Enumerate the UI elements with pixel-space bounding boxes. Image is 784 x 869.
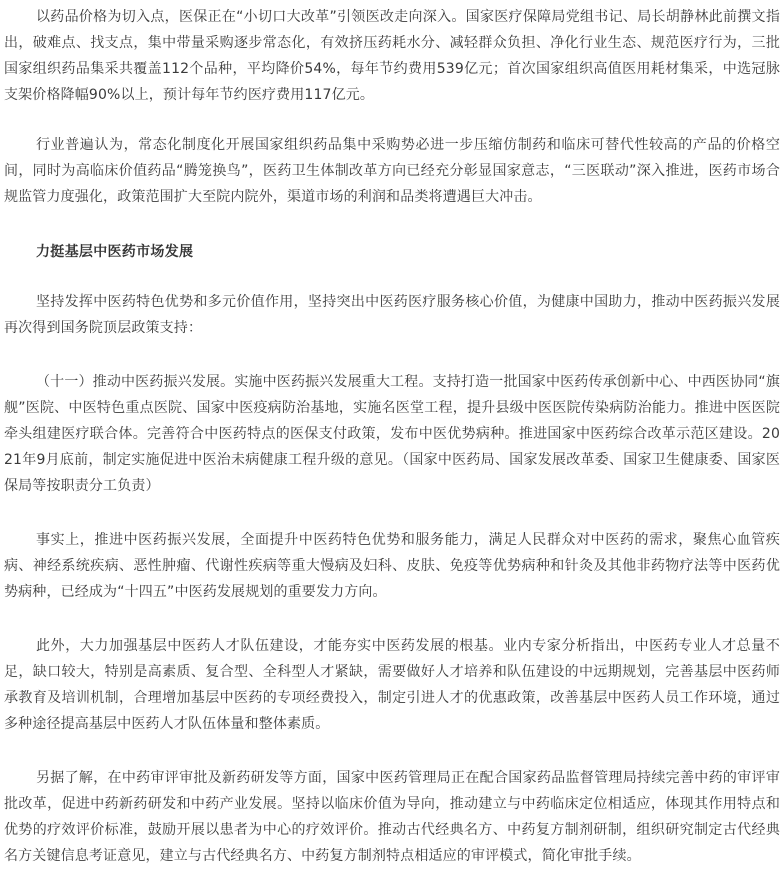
paragraph-tcm-talent: 此外，大力加强基层中医药人才队伍建设，才能夯实中医药发展的根基。业内专家分析指出，中医药专业人才总量不足，缺口较大，特别是高素质、复合型、全科型人才紧缺，需要做好人才培养和队伍建设的中远期规划，完善基层中医药师承教育及培训机制，合理增加基层中医药的专项经费投入，制定引进人才的优惠政策，改善基层中医药人员工作环境，通过多种途径提高基层中医药人才队伍体量和整体素质。 bbox=[4, 638, 780, 732]
paragraph-industry-view: 行业普遍认为，常态化制度化开展国家组织药品集中采购势必进一步压缩仿制药和临床可替代性较高的产品的价格空间，同时为高临床价值药品“腾笼换鸟”，医药卫生体制改革方向已经充分彰显国家意志，“三医联动”深入推进，医药市场合规监管力度强化，政策范围扩大至院内院外，渠道市场的利润和品类将遭遇巨大冲击。 bbox=[4, 137, 780, 205]
paragraph-tcm-review-approval: 另据了解，在中药审评审批及新药研发等方面，国家中医药管理局正在配合国家药品监督管理局持续完善中药的审评审批改革，促进中药新药研发和中药产业发展。坚持以临床价值为导向，推动建立与中药临床定位相适应，体现其作用特点和优势的疗效评价标准，鼓励开展以患者为中心的疗效评价。推动古代经典名方、中药复方制剂研制，组织研究制定古代经典名方关键信息考证意见，建立与古代经典名方、中药复方制剂特点相适应的审评模式，简化审批手续。 bbox=[4, 770, 780, 864]
paragraph-tcm-policy-support: 坚持发挥中医药特色优势和多元价值作用，坚持突出中医药医疗服务核心价值，为健康中国助力，推动中医药振兴发展再次得到国务院顶层政策支持： bbox=[4, 294, 780, 336]
paragraph-tcm-development-direction: 事实上，推进中医药振兴发展，全面提升中医药特色优势和服务能力，满足人民群众对中医药的需求，聚焦心血管疾病、神经系统疾病、恶性肿瘤、代谢性疾病等重大慢病及妇科、皮肤、免疫等优势病种和针灸及其他非药物疗法等中医药优势病种，已经成为“十四五”中医药发展规划的重要发力方向。 bbox=[4, 532, 780, 600]
paragraph-policy-item-eleven: （十一）推动中医药振兴发展。实施中医药振兴发展重大工程。支持打造一批国家中医药传承创新中心、中西医协同“旗舰”医院、中医特色重点医院、国家中医疫病防治基地，实施名医堂工程，提升县级中医医院传染病防治能力。推进中医医院牵头组建医疗联合体。完善符合中医药特点的医保支付政策，发布中医优势病种。推进国家中医药综合改革示范区建设。2021年9月底前，制定实施促进中医治未病健康工程升级的意见。（国家中医药局、国家发展改革委、国家卫生健康委、国家医保局等按职责分工负责） bbox=[4, 374, 780, 494]
paragraph-drug-price-reform: 以药品价格为切入点，医保正在“小切口大改革”引领医改走向深入。国家医疗保障局党组书记、局长胡静林此前撰文指出，破难点、找支点，集中带量采购逐步常态化，有效挤压药耗水分、减轻群众负担、净化行业生态、规范医疗行为，三批国家组织药品集采共覆盖112个品种，平均降价54%，每年节约费用539亿元；首次国家组织高值医用耗材集采，中选冠脉支架价格降幅90%以上，预计每年节约医疗费用117亿元。 bbox=[4, 9, 780, 103]
section-heading: 力挺基层中医药市场发展 bbox=[36, 244, 194, 260]
